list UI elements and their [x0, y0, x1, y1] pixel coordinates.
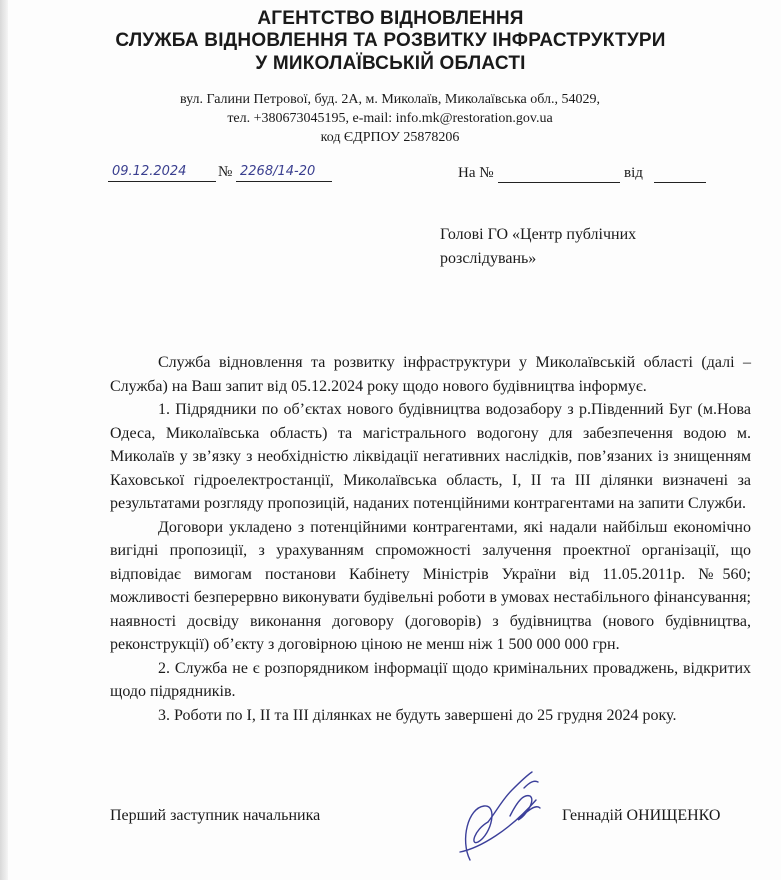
addressee: [440, 223, 636, 271]
page-edge: [0, 0, 8, 880]
reply-from-label: від: [624, 165, 643, 181]
edrpou-line: код ЄДРПОУ 25878206: [320, 130, 460, 145]
agency-title: АГЕНТСТВО ВІДНОВЛЕННЯ: [257, 8, 524, 29]
outgoing-number: 2268/14-20: [240, 164, 316, 179]
item-1-continuation: Договори укладено з потенційними контрагентами, які надали найбільш економічно вигідні пропозиції, з урахуванням спроможності залучення проектної організації, що відповідає вимогам постанови Кабінету Міністрів України від 11.05.2011р. №560; можливості безперервно виконувати будівельні роботи в умовах нестабільного фінансування; наявності досвіду виконання договору (договорів) з будівництва (нового будівництва, реконструкції) об’єкту з договірною ціною не менш ніж 1 500 000 000 грн.: [110, 518, 751, 653]
reply-to-label: На №: [458, 165, 494, 181]
outgoing-number-sign: №: [218, 164, 233, 180]
item-1-paragraph: 1. Підрядники по об’єктах нового будівництва водозабору з р.Південний Буг (м.Нова Одеса, Миколаївська область) та магістрального водогону для забезпечення водою м. Миколаїв у зв’язку з необхідністю ліквідації негативних наслідків, пов’язаних із знищенням Каховської гідроелектростанції, Миколаївська область, I, II та III ділянки визначені за результатами розгляду пропозицій, наданих потенційними контрагентами на запити Служби.: [110, 401, 751, 512]
handwritten-signature: [440, 760, 560, 872]
outgoing-date: 09.12.2024: [112, 164, 187, 179]
letter-body: [110, 351, 751, 727]
region-title: У МИКОЛАЇВСЬКІЙ ОБЛАСТІ: [255, 53, 526, 74]
contacts-line: тел. +380673045195, e-mail: info.mk@restoration.gov.ua: [227, 111, 553, 126]
outgoing-number-field: [236, 164, 332, 184]
addressee-line-2: розслідувань»: [440, 250, 537, 267]
reply-date-blank: [654, 166, 706, 183]
intro-paragraph: Служба відновлення та розвитку інфраструктури у Миколаївській області (далі – Служба) на Ваш запит від 05.12.2024 року щодо нового будівництва інформує.: [110, 354, 751, 395]
item-3-paragraph: 3. Роботи по I, II та III ділянках не будуть завершені до 25 грудня 2024 року.: [158, 706, 677, 724]
addressee-line-1: Голові ГО «Центр публічних: [440, 226, 637, 243]
service-title: СЛУЖБА ВІДНОВЛЕННЯ ТА РОЗВИТКУ ІНФРАСТРУКТУРИ: [115, 30, 666, 51]
signatory-name: Геннадій ОНИЩЕНКО: [562, 807, 721, 824]
item-2-paragraph: 2. Служба не є розпорядником інформації щодо кримінальних проваджень, відкритих щодо підрядників.: [110, 659, 751, 700]
address-line: вул. Галини Петрової, буд. 2А, м. Миколаїв, Миколаївська обл., 54029,: [179, 92, 601, 107]
signatory-position: Перший заступник начальника: [110, 807, 321, 824]
outgoing-date-field: [108, 164, 216, 184]
reply-number-blank: [498, 166, 620, 183]
